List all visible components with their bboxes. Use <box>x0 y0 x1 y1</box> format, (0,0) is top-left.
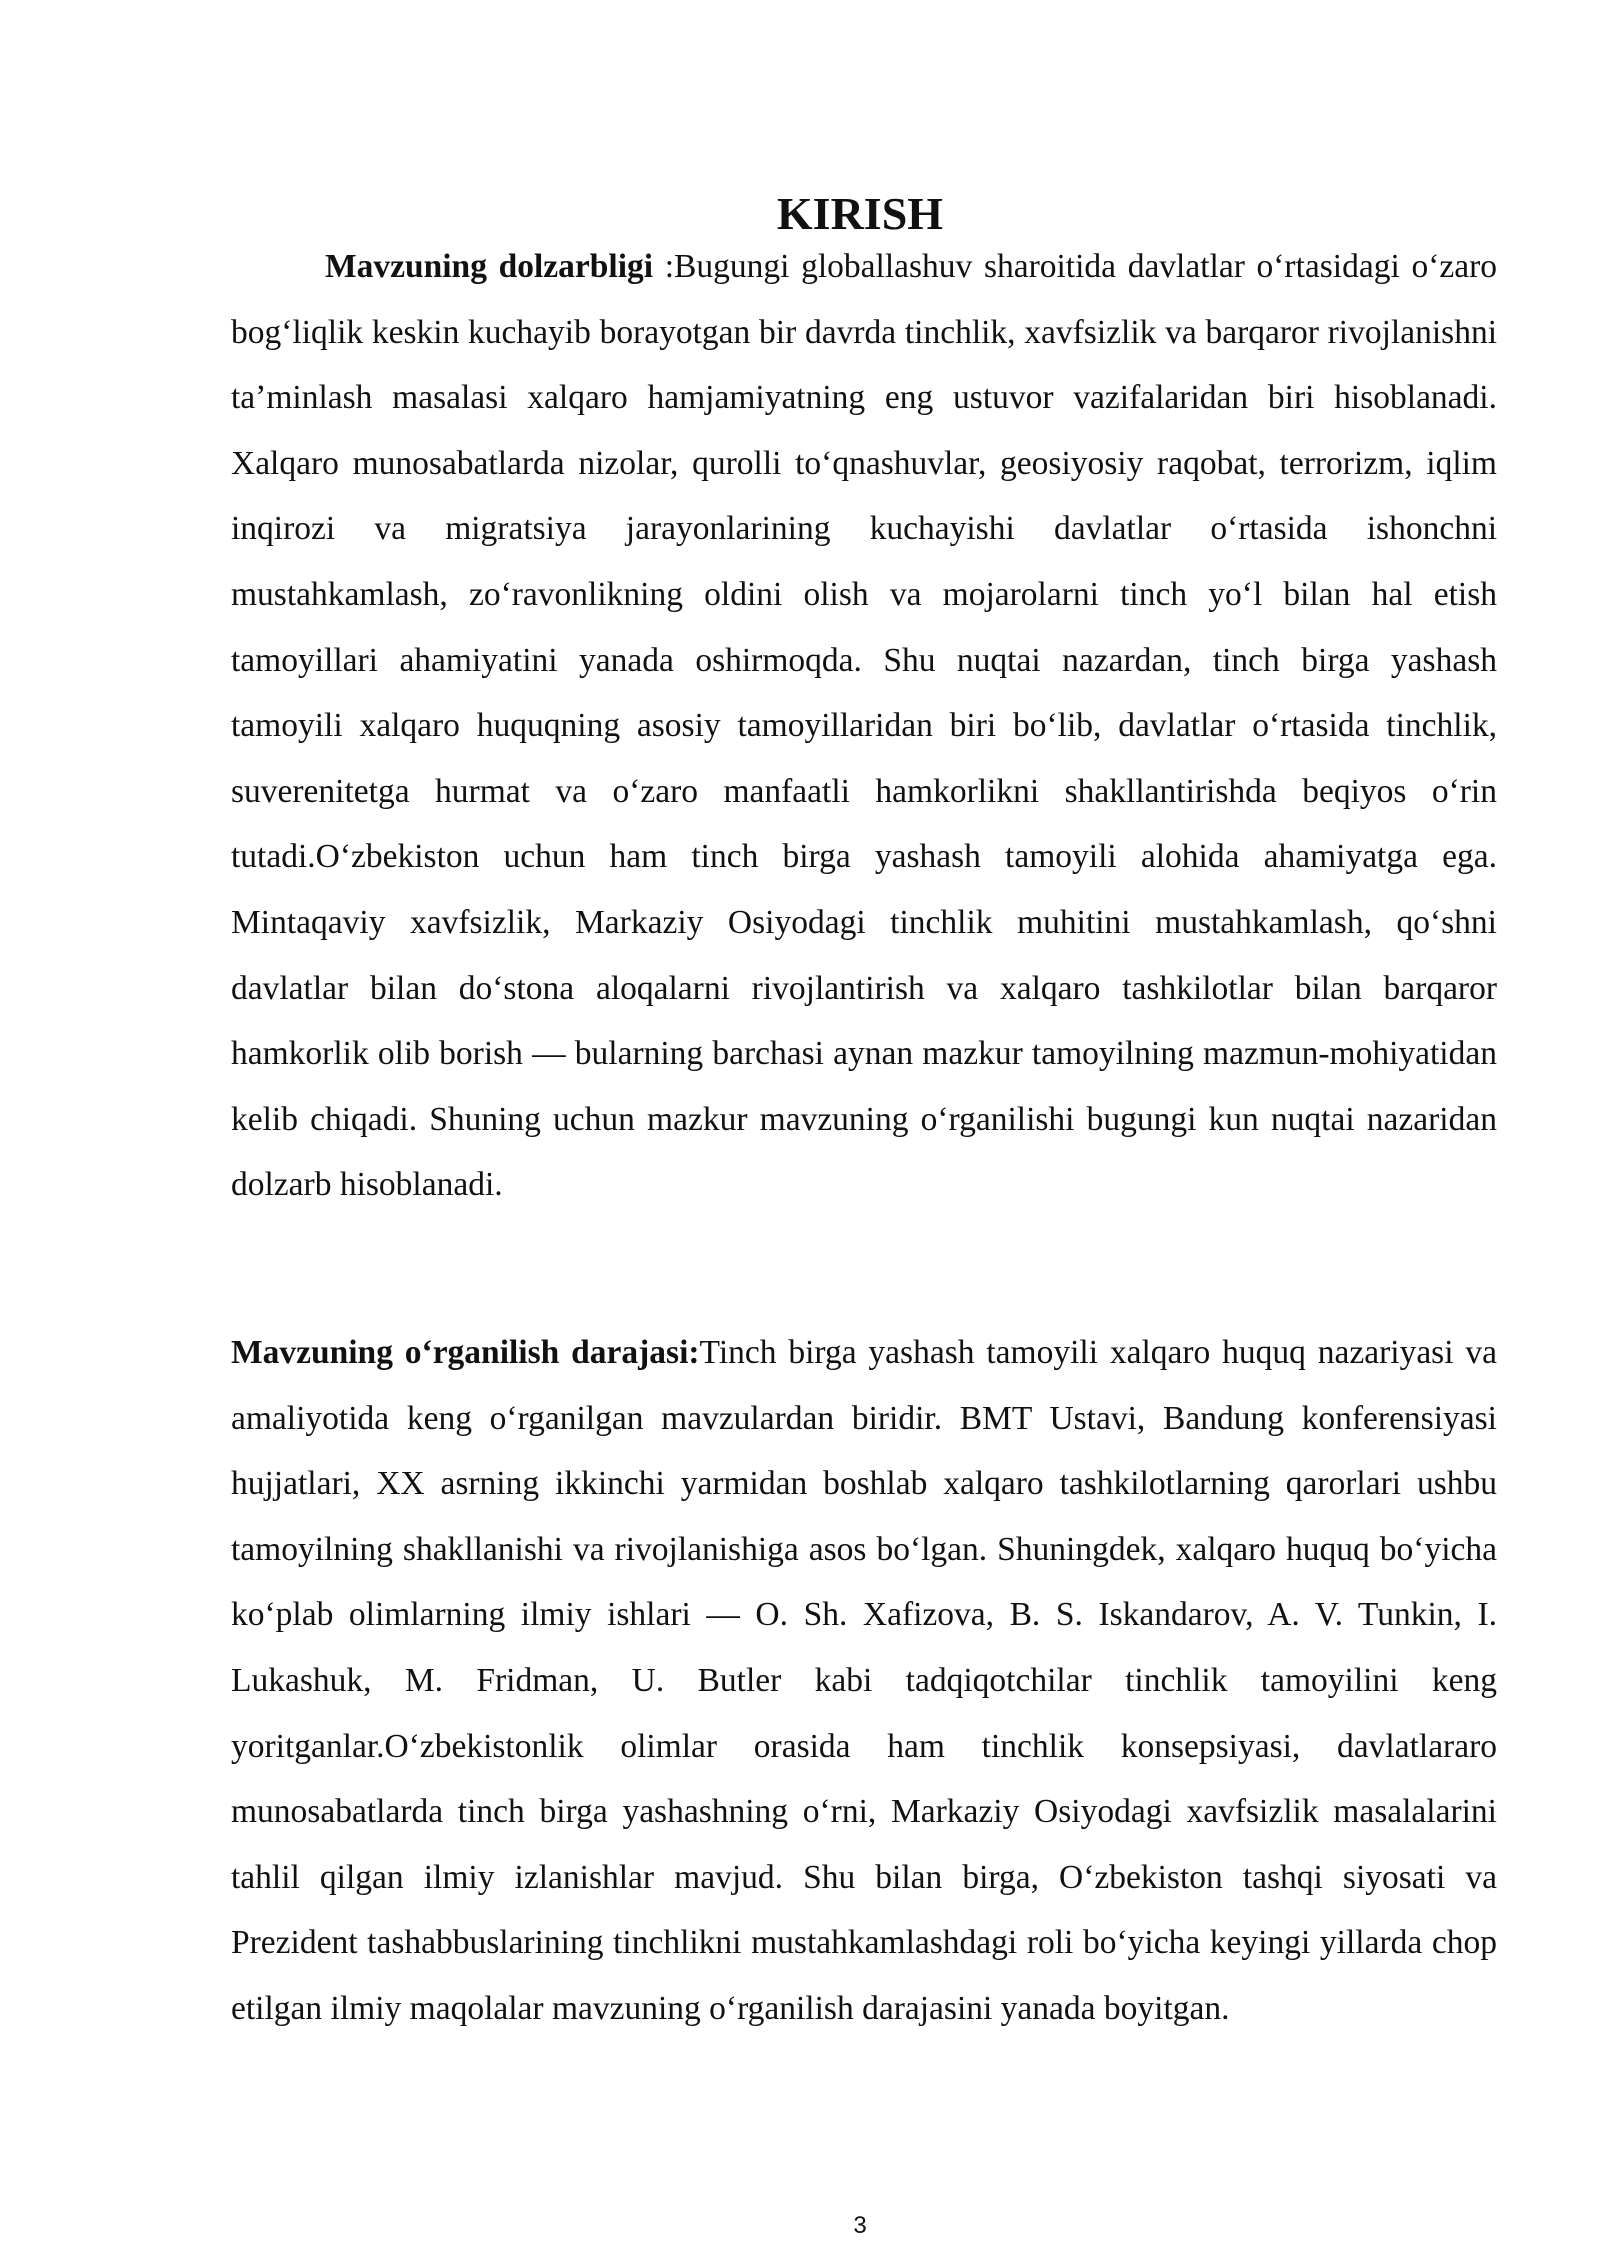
paragraph-relevance <box>231 234 1497 1218</box>
paragraph-lead-relevance: Mavzuning dolzarbligi <box>325 248 654 285</box>
paragraph-study-level <box>231 1320 1497 2042</box>
paragraph-lead-study-level: Mavzuning oʻrganilish darajasi: <box>231 1334 700 1371</box>
paragraph-body-study-level: Tinch birga yashash tamoyili xalqaro huquq nazariyasi va amaliyotida keng oʻrganilgan mavzulardan biridir. BMT Ustavi, Bandung konferensiyasi hujjatlari, XX asrning ikkinchi yarmidan boshlab xalqaro tashkilotlarning qarorlari ushbu tamoyilning shakllanishi va rivojlanishiga asos boʻlgan. Shuningdek, xalqaro huquq boʻyicha koʻplab olimlarning ilmiy ishlari — O. Sh. Xafizova, B. S. Iskandarov, A. V. Tunkin, I. Lukashuk, M. Fridman, U. Butler kabi tadqiqotchilar tinchlik tamoyilini keng yoritganlar.Oʻzbekistonlik olimlar orasida ham tinchlik konsepsiyasi, davlatlararo munosabatlarda tinch birga yashashning oʻrni, Markaziy Osiyodagi xavfsizlik masalalarini tahlil qilgan ilmiy izlanishlar mavjud. Shu bilan birga, Oʻzbekiston tashqi siyosati va Prezident tashabbuslarining tinchlikni mustahkamlashdagi roli boʻyicha keyingi yillarda chop etilgan ilmiy maqolalar mavzuning oʻrganilish darajasini yanada boyitgan. <box>231 1334 1497 2027</box>
section-title: KIRISH <box>776 188 944 239</box>
paragraph-body-relevance: :Bugungi globallashuv sharoitida davlatlar oʻrtasidagi oʻzaro bogʻliqlik keskin kuchayib borayotgan bir davrda tinchlik, xavfsizlik va barqaror rivojlanishni taʼminlash masalasi xalqaro hamjamiyatning eng ustuvor vazifalaridan biri hisoblanadi. Xalqaro munosabatlarda nizolar, qurolli toʻqnashuvlar, geosiyosiy raqobat, terrorizm, iqlim inqirozi va migratsiya jarayonlarining kuchayishi davlatlar oʻrtasida ishonchni mustahkamlash, zoʻravonlikning oldini olish va mojarolarni tinch yoʻl bilan hal etish tamoyillari ahamiyatini yanada oshirmoqda. Shu nuqtai nazardan, tinch birga yashash tamoyili xalqaro huquqning asosiy tamoyillaridan biri boʻlib, davlatlar oʻrtasida tinchlik, suverenitetga hurmat va oʻzaro manfaatli hamkorlikni shakllantirishda beqiyos oʻrin tutadi.Oʻzbekiston uchun ham tinch birga yashash tamoyili alohida ahamiyatga ega. Mintaqaviy xavfsizlik, Markaziy Osiyodagi tinchlik muhitini mustahkamlash, qoʻshni davlatlar bilan doʻstona aloqalarni rivojlantirish va xalqaro tashkilotlar bilan barqaror hamkorlik olib borish — bularning barchasi aynan mazkur tamoyilning mazmun-mohiyatidan kelib chiqadi. Shuning uchun mazkur mavzuning oʻrganilishi bugungi kun nuqtai nazaridan dolzarb hisoblanadi. <box>231 248 1497 1204</box>
page-number: 3 <box>853 2212 867 2239</box>
